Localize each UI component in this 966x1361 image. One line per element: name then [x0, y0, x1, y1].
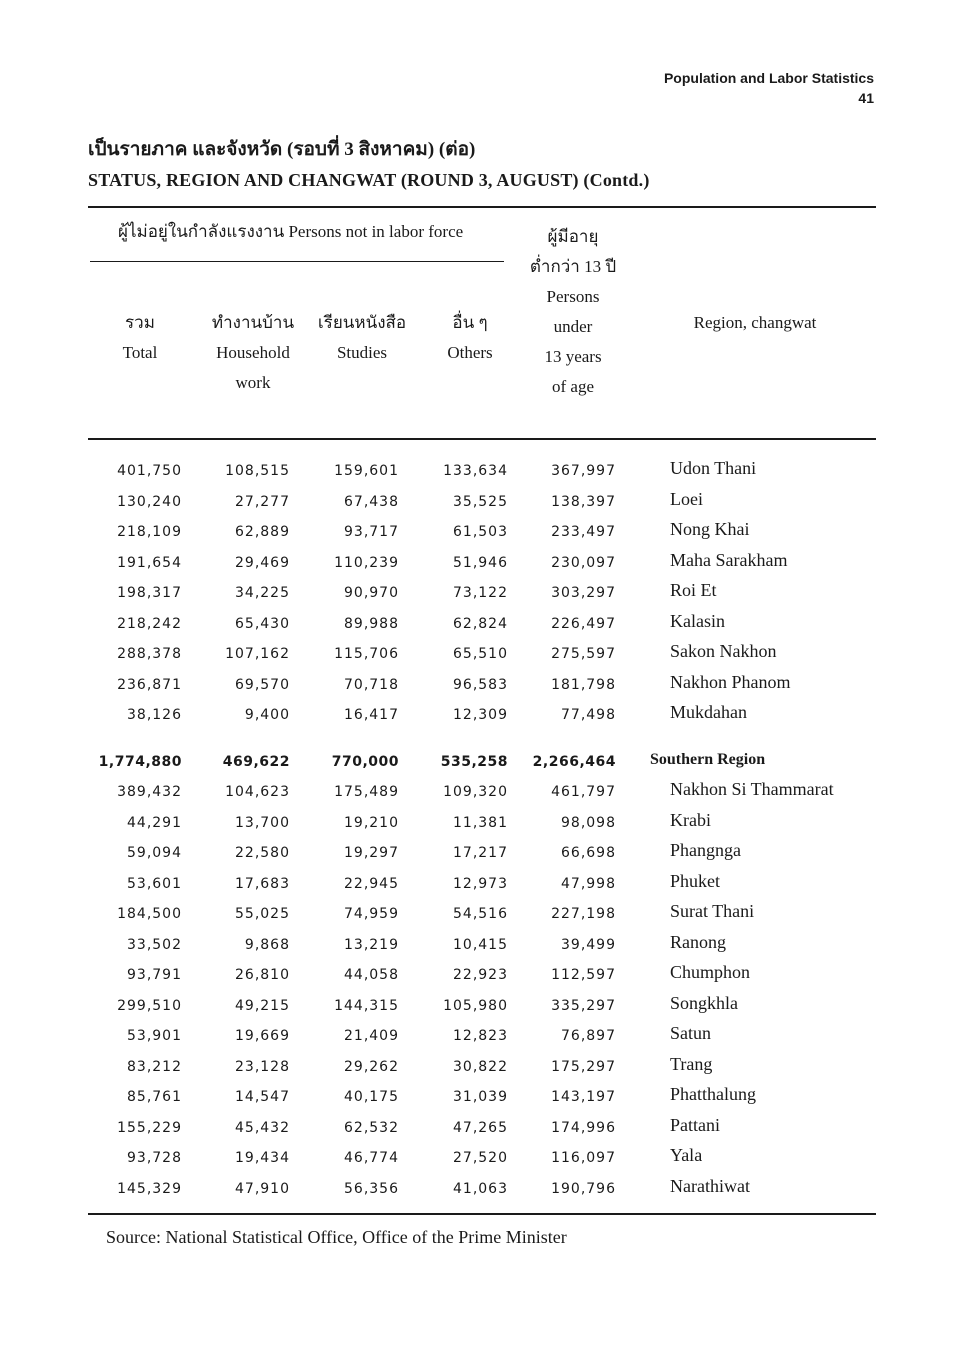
- table-row: [0, 700, 966, 730]
- cell-region-name: Phatthalung: [670, 1084, 756, 1104]
- cell-studies: 175,489: [334, 784, 399, 800]
- col-header-total-th: รวม: [125, 313, 155, 332]
- cell-total: 236,871: [117, 676, 182, 693]
- table-row: [0, 808, 966, 838]
- group-header: ผู้ไม่อยู่ในกำลังแรงงาน Persons not in labor force: [118, 222, 464, 241]
- table-row: [0, 930, 966, 960]
- cell-others: 35,525: [453, 493, 508, 510]
- cell-under-13: 174,996: [551, 1119, 616, 1136]
- cell-household-work: 469,622: [222, 753, 290, 770]
- cell-others: 62,824: [453, 615, 508, 632]
- table-row: [0, 1174, 966, 1204]
- col-header-under-13-en1: Persons: [546, 287, 600, 306]
- cell-under-13: 175,297: [551, 1058, 616, 1075]
- cell-under-13: 66,698: [561, 845, 616, 861]
- cell-under-13: 461,797: [551, 784, 616, 800]
- cell-studies: 110,239: [334, 554, 399, 571]
- cell-under-13: 335,297: [551, 997, 616, 1014]
- cell-under-13: 226,497: [551, 615, 616, 632]
- cell-region-name: Roi Et: [670, 580, 717, 600]
- cell-studies: 21,409: [344, 1028, 399, 1044]
- cell-others: 47,265: [453, 1119, 508, 1136]
- cell-region-name: Surat Thani: [670, 901, 755, 921]
- cell-region-name: Trang: [670, 1053, 713, 1074]
- cell-total: 130,240: [117, 493, 182, 510]
- cell-total: 218,242: [117, 615, 182, 632]
- cell-household-work: 23,128: [235, 1058, 290, 1075]
- cell-region-name: Nong Khai: [670, 519, 750, 539]
- cell-studies: 90,970: [344, 585, 399, 601]
- cell-total: 53,601: [127, 875, 182, 892]
- cell-total: 288,378: [117, 646, 182, 662]
- cell-region-name: Ranong: [670, 931, 726, 952]
- cell-region-name: Nakhon Phanom: [670, 671, 791, 692]
- table-title-english: STATUS, REGION AND CHANGWAT (ROUND 3, AUGUST) (Contd.): [88, 170, 650, 190]
- cell-household-work: 108,515: [225, 463, 290, 479]
- col-header-household-en: Household: [216, 343, 290, 362]
- cell-household-work: 47,910: [235, 1180, 290, 1197]
- cell-under-13: 143,197: [551, 1089, 616, 1105]
- cell-studies: 67,438: [344, 493, 399, 510]
- cell-region-name: Sakon Nakhon: [670, 641, 777, 661]
- cell-region-name: Pattani: [670, 1114, 720, 1135]
- col-header-total-en: Total: [122, 343, 158, 362]
- cell-household-work: 49,215: [235, 997, 290, 1014]
- col-header-under-13: [518, 222, 628, 402]
- table-row: [0, 609, 966, 639]
- cell-household-work: 45,432: [235, 1119, 290, 1136]
- cell-household-work: 19,669: [235, 1028, 290, 1044]
- cell-others: 535,258: [440, 753, 508, 770]
- table-row: [0, 838, 966, 868]
- cell-household-work: 104,623: [225, 784, 290, 800]
- cell-household-work: 13,700: [235, 814, 290, 831]
- cell-studies: 62,532: [344, 1119, 399, 1136]
- cell-under-13: 98,098: [561, 814, 616, 831]
- cell-others: 51,946: [453, 554, 508, 571]
- cell-household-work: 19,434: [235, 1150, 290, 1166]
- col-header-under-13-th1: ผู้มีอายุ: [547, 227, 599, 246]
- cell-total: 83,212: [127, 1058, 182, 1075]
- group-header-rule: [90, 261, 504, 262]
- cell-studies: 89,988: [344, 615, 399, 632]
- cell-others: 22,923: [453, 967, 508, 983]
- cell-region-name: Udon Thani: [670, 458, 757, 478]
- cell-household-work: 107,162: [225, 646, 290, 662]
- cell-studies: 74,959: [344, 906, 399, 922]
- cell-studies: 44,058: [344, 967, 399, 983]
- cell-others: 133,634: [443, 463, 508, 479]
- table-row: [0, 1082, 966, 1112]
- cell-total: 155,229: [117, 1119, 182, 1136]
- cell-under-13: 77,498: [561, 707, 616, 723]
- col-header-studies-th: เรียนหนังสือ: [317, 313, 407, 332]
- cell-under-13: 39,499: [561, 936, 616, 953]
- cell-others: 12,309: [453, 707, 508, 723]
- cell-region-name: Yala: [670, 1145, 703, 1165]
- table-row-region-total: [0, 747, 966, 777]
- table-row: [0, 991, 966, 1021]
- cell-total: 93,728: [127, 1150, 182, 1166]
- running-head-title: Population and Labor Statistics: [663, 70, 874, 86]
- table-row: [0, 456, 966, 486]
- col-header-region: Region, changwat: [693, 313, 817, 332]
- cell-total: 38,126: [127, 707, 182, 723]
- cell-others: 27,520: [453, 1150, 508, 1166]
- cell-others: 12,823: [453, 1028, 508, 1044]
- table-row: [0, 1021, 966, 1051]
- col-header-household: [198, 308, 308, 398]
- cell-studies: 70,718: [344, 676, 399, 693]
- table-row: [0, 670, 966, 700]
- cell-household-work: 55,025: [235, 906, 290, 922]
- top-rule: [88, 206, 876, 208]
- cell-others: 96,583: [453, 676, 508, 693]
- cell-under-13: 138,397: [551, 493, 616, 510]
- table-row: [0, 1113, 966, 1143]
- col-header-under-13-en2: under: [553, 317, 593, 336]
- running-head: [664, 68, 874, 108]
- cell-region-name: Mukdahan: [670, 702, 747, 722]
- table-row: [0, 548, 966, 578]
- page-number: 41: [858, 90, 874, 106]
- cell-studies: 22,945: [344, 875, 399, 892]
- col-header-under-13-th2: ต่ำกว่า 13 ปี: [529, 257, 617, 276]
- cell-region-name: Kalasin: [670, 610, 725, 631]
- cell-studies: 770,000: [331, 753, 399, 770]
- cell-household-work: 14,547: [235, 1089, 290, 1105]
- cell-total: 33,502: [127, 936, 182, 953]
- col-header-household-en2: work: [235, 373, 271, 392]
- cell-total: 218,109: [117, 524, 182, 540]
- cell-total: 1,774,880: [98, 753, 182, 770]
- cell-under-13: 275,597: [551, 646, 616, 662]
- cell-household-work: 22,580: [235, 845, 290, 861]
- cell-region-name: Nakhon Si Thammarat: [670, 779, 834, 799]
- cell-total: 59,094: [127, 845, 182, 861]
- bottom-rule: [88, 1213, 876, 1215]
- table-row: [0, 517, 966, 547]
- cell-total: 53,901: [127, 1028, 182, 1044]
- cell-under-13: 190,796: [551, 1180, 616, 1197]
- cell-others: 61,503: [453, 524, 508, 540]
- table-row: [0, 578, 966, 608]
- cell-region-name: Krabi: [670, 809, 711, 830]
- table-title-thai: เป็นรายภาค และจังหวัด (รอบที่ 3 สิงหาคม) (ต่อ): [88, 139, 476, 160]
- header-rule: [88, 438, 876, 440]
- cell-region-name: Phangnga: [670, 840, 741, 860]
- cell-total: 198,317: [117, 585, 182, 601]
- cell-under-13: 112,597: [551, 967, 616, 983]
- cell-household-work: 9,400: [244, 707, 290, 723]
- col-header-others: [415, 308, 525, 368]
- source-note: Source: National Statistical Office, Office of the Prime Minister: [106, 1227, 567, 1247]
- cell-studies: 19,297: [344, 845, 399, 861]
- cell-studies: 16,417: [344, 707, 399, 723]
- cell-studies: 56,356: [344, 1180, 399, 1197]
- cell-under-13: 116,097: [551, 1150, 616, 1166]
- cell-household-work: 17,683: [235, 875, 290, 892]
- cell-under-13: 233,497: [551, 524, 616, 540]
- table-row: [0, 869, 966, 899]
- cell-total: 401,750: [117, 463, 182, 479]
- cell-household-work: 34,225: [235, 585, 290, 601]
- col-header-under-13-en4: of age: [551, 377, 594, 396]
- table-row: [0, 1052, 966, 1082]
- table-row: [0, 899, 966, 929]
- cell-others: 41,063: [453, 1180, 508, 1197]
- cell-total: 191,654: [117, 554, 182, 571]
- cell-others: 30,822: [453, 1058, 508, 1075]
- cell-household-work: 62,889: [235, 524, 290, 540]
- cell-region-name: Narathiwat: [670, 1175, 750, 1196]
- cell-household-work: 69,570: [235, 676, 290, 693]
- cell-studies: 144,315: [334, 997, 399, 1014]
- cell-others: 12,973: [453, 875, 508, 892]
- cell-studies: 115,706: [334, 646, 399, 662]
- cell-others: 11,381: [453, 814, 508, 831]
- col-header-household-th: ทำงานบ้าน: [211, 313, 295, 332]
- cell-others: 73,122: [453, 585, 508, 601]
- cell-studies: 29,262: [344, 1058, 399, 1075]
- cell-region-name: Maha Sarakham: [670, 549, 788, 570]
- cell-others: 54,516: [453, 906, 508, 922]
- cell-under-13: 2,266,464: [532, 753, 616, 770]
- col-header-others-th: อื่น ๆ: [452, 313, 488, 332]
- cell-total: 85,761: [127, 1089, 182, 1105]
- cell-region-name: Southern Region: [650, 750, 766, 768]
- cell-others: 109,320: [443, 784, 508, 800]
- cell-under-13: 230,097: [551, 554, 616, 571]
- cell-region-name: Satun: [670, 1023, 712, 1043]
- col-header-studies: [307, 308, 417, 368]
- col-header-others-en: Others: [447, 343, 493, 362]
- table-row: [0, 1143, 966, 1173]
- cell-region-name: Songkhla: [670, 992, 739, 1013]
- cell-household-work: 65,430: [235, 615, 290, 632]
- cell-region-name: Phuket: [670, 870, 721, 891]
- cell-under-13: 367,997: [551, 463, 616, 479]
- cell-household-work: 26,810: [235, 967, 290, 983]
- cell-others: 31,039: [453, 1089, 508, 1105]
- cell-total: 145,329: [117, 1180, 182, 1197]
- cell-total: 184,500: [117, 906, 182, 922]
- cell-total: 93,791: [127, 967, 182, 983]
- cell-studies: 19,210: [344, 814, 399, 831]
- cell-total: 389,432: [117, 784, 182, 800]
- cell-others: 17,217: [453, 845, 508, 861]
- cell-studies: 40,175: [344, 1089, 399, 1105]
- cell-studies: 93,717: [344, 524, 399, 540]
- col-header-under-13-en3: 13 years: [544, 347, 602, 366]
- cell-region-name: Loei: [670, 488, 703, 509]
- cell-others: 10,415: [453, 936, 508, 953]
- cell-others: 105,980: [443, 997, 508, 1014]
- table-row: [0, 777, 966, 807]
- cell-total: 44,291: [127, 814, 182, 831]
- table-row: [0, 639, 966, 669]
- cell-under-13: 47,998: [561, 875, 616, 892]
- cell-household-work: 9,868: [244, 936, 290, 953]
- cell-under-13: 227,198: [551, 906, 616, 922]
- cell-under-13: 76,897: [561, 1028, 616, 1044]
- cell-region-name: Chumphon: [670, 962, 751, 982]
- cell-others: 65,510: [453, 646, 508, 662]
- cell-studies: 13,219: [344, 936, 399, 953]
- col-header-studies-en: Studies: [336, 343, 388, 362]
- cell-studies: 46,774: [344, 1150, 399, 1166]
- col-header-total: [85, 308, 195, 368]
- cell-under-13: 181,798: [551, 676, 616, 693]
- table-row: [0, 487, 966, 517]
- cell-household-work: 29,469: [235, 554, 290, 571]
- cell-under-13: 303,297: [551, 585, 616, 601]
- table-row: [0, 960, 966, 990]
- cell-total: 299,510: [117, 997, 182, 1014]
- cell-studies: 159,601: [334, 463, 399, 479]
- cell-household-work: 27,277: [235, 493, 290, 510]
